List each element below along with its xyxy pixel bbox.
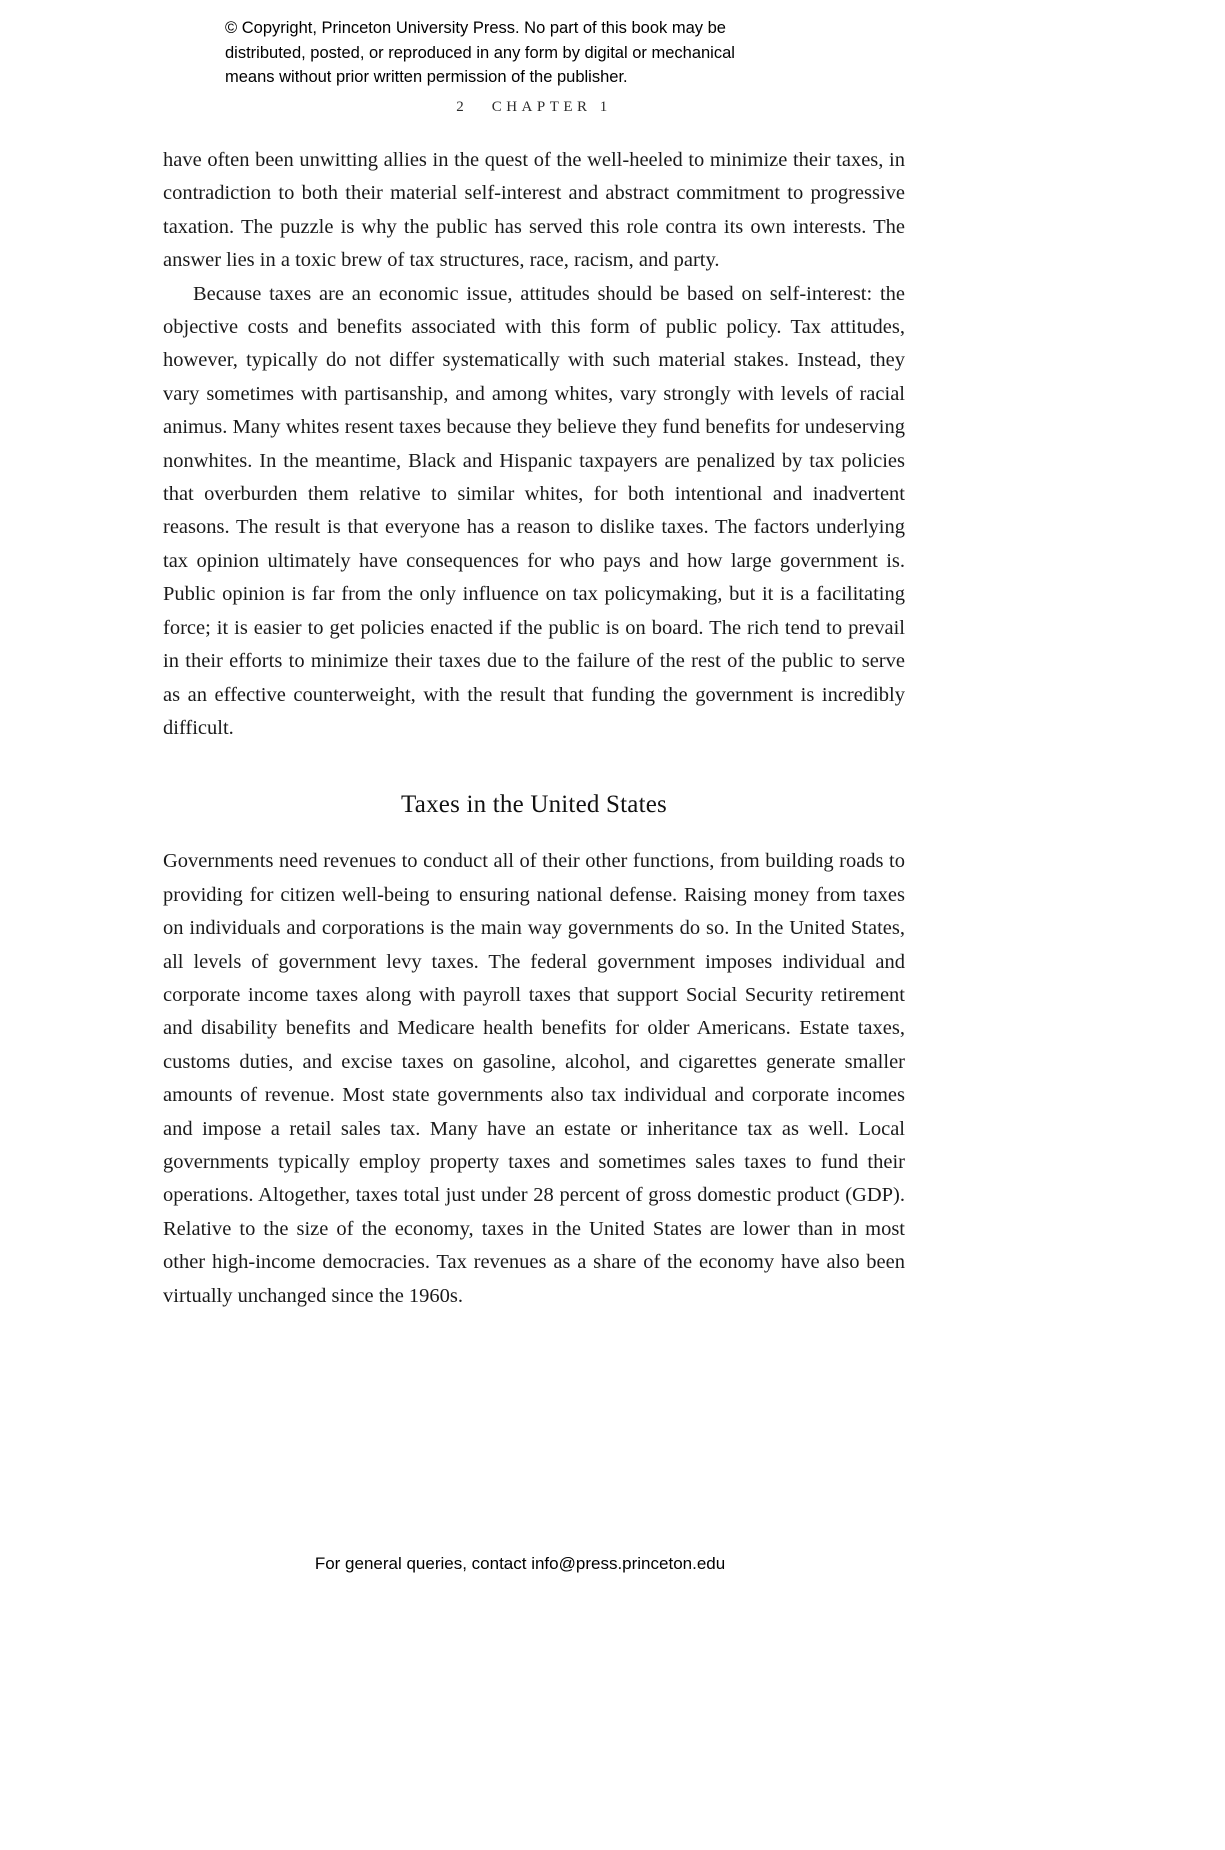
body-text-block <box>163 144 905 1313</box>
page-number: 2 <box>456 99 466 115</box>
copyright-notice <box>225 16 865 90</box>
copyright-line: distributed, posted, or reproduced in any form by digital or mechanical <box>225 43 735 62</box>
footer-contact: For general queries, contact info@press.princeton.edu <box>314 1554 726 1573</box>
copyright-line: © Copyright, Princeton University Press. No part of this book may be <box>225 19 726 37</box>
body-paragraph: Because taxes are an economic issue, attitudes should be based on self-interest: the objective costs and benefits associated with this form of public policy. Tax attitudes, however, typically do not differ systematically with such material stakes. Instead, they vary sometimes with partisanship, and among whites, vary strongly with levels of racial animus. Many whites resent taxes because they believe they fund benefits for undeserving nonwhites. In the meantime, Black and Hispanic taxpayers are penalized by tax policies that overburden them relative to similar whites, for both intentional and inadvertent reasons. The result is that everyone has a reason to dislike taxes. The factors underlying tax opinion ultimately have consequences for who pays and how large government is. Public opinion is far from the only influence on tax policymaking, but it is a facilitating force; it is easier to get policies enacted if the public is on board. The rich tend to prevail in their efforts to minimize their taxes due to the failure of the rest of the public to serve as an effective counterweight, with the result that funding the government is incredibly difficult. <box>163 282 905 739</box>
copyright-line: means without prior written permission of the publisher. <box>225 68 628 86</box>
body-paragraph: have often been unwitting allies in the quest of the well-heeled to minimize their taxes, in contradiction to both their material self-interest and abstract commitment to progressive taxation. The puzzle is why the public has served this role contra its own interests. The answer lies in a toxic brew of tax structures, race, racism, and party. <box>163 149 905 272</box>
chapter-label: CHAPTER 1 <box>491 99 612 115</box>
body-paragraph: Governments need revenues to conduct all of their other functions, from building roads to providing for citizen well-being to ensuring national defense. Raising money from taxes on individuals and corporations is the main way governments do so. In the United States, all levels of government levy taxes. The federal government imposes individual and corporate income taxes along with payroll taxes that support Social Security retirement and disability benefits and Medicare health benefits for older Americans. Estate taxes, customs duties, and excise taxes on gasoline, alcohol, and cigarettes generate smaller amounts of revenue. Most state governments also tax individual and corporate incomes and impose a retail sales tax. Many have an estate or inheritance tax as well. Local governments typically employ property taxes and sometimes sales taxes to fund their operations. Altogether, taxes total just under 28 percent of gross domestic product (GDP). Relative to the size of the economy, taxes in the United States are lower than in most other high-income democracies. Tax revenues as a share of the economy have also been virtually unchanged since the 1960s. <box>163 850 905 1307</box>
section-heading: Taxes in the United States <box>401 791 667 819</box>
running-head <box>163 99 905 116</box>
